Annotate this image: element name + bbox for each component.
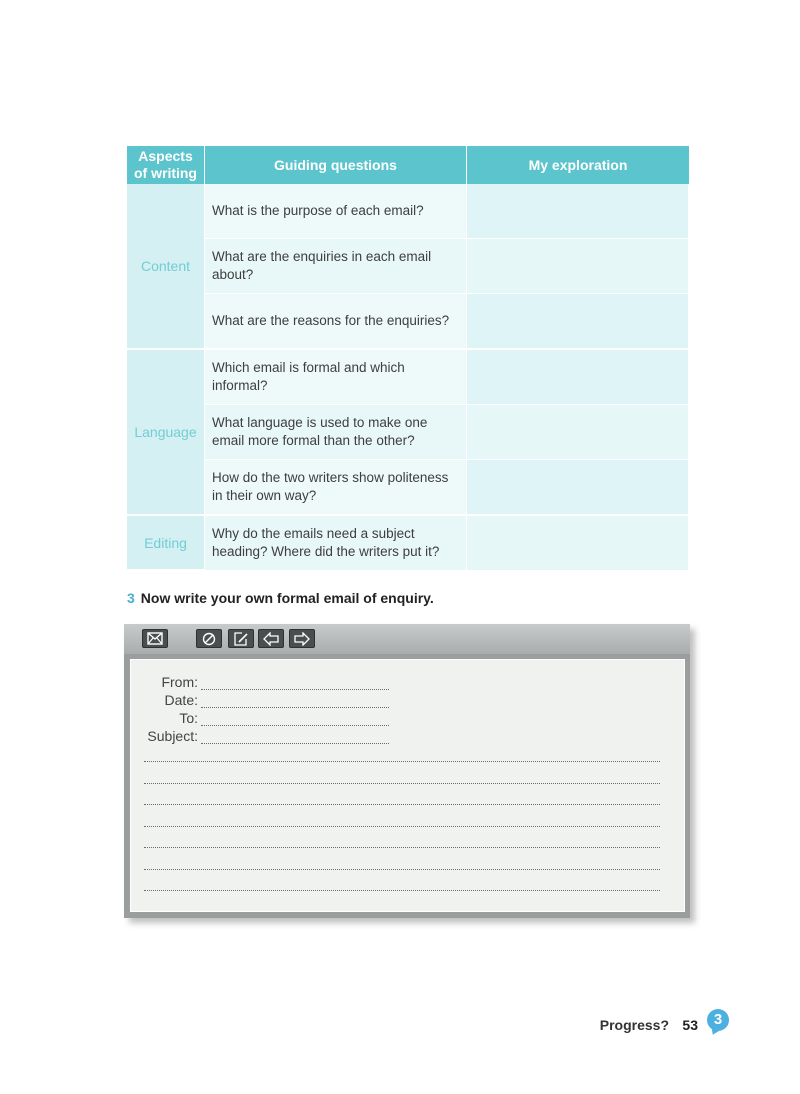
envelope-icon[interactable] — [142, 629, 168, 648]
header-my-exploration: My exploration — [467, 146, 689, 184]
exploration-cell[interactable] — [467, 516, 689, 571]
exercise-number: 3 — [127, 590, 135, 606]
to-field[interactable] — [131, 710, 401, 728]
exploration-cell[interactable] — [467, 294, 689, 350]
arrow-left-icon[interactable] — [258, 629, 284, 648]
from-label: From: — [161, 674, 198, 690]
unit-badge: 3 — [707, 1009, 729, 1031]
table-row — [127, 350, 689, 405]
cancel-icon[interactable] — [196, 629, 222, 648]
table-row — [127, 516, 689, 571]
date-line[interactable] — [201, 707, 389, 708]
table-row — [127, 405, 689, 460]
to-label: To: — [179, 710, 198, 726]
question-cell: What are the reasons for the enquiries? — [205, 294, 467, 350]
email-body — [130, 659, 685, 912]
aspect-language: Language — [127, 350, 205, 516]
to-line[interactable] — [201, 725, 389, 726]
exploration-cell[interactable] — [467, 350, 689, 405]
question-cell: What are the enquiries in each email about? — [205, 239, 467, 294]
exercise-text: Now write your own formal email of enquiry. — [140, 590, 434, 606]
aspect-content: Content — [127, 184, 205, 350]
exploration-cell[interactable] — [467, 405, 689, 460]
writing-line[interactable] — [144, 869, 660, 870]
table-header-row — [127, 146, 689, 184]
exploration-cell[interactable] — [467, 239, 689, 294]
header-aspects: Aspects of writing — [127, 146, 205, 184]
compose-icon[interactable] — [228, 629, 254, 648]
email-template — [124, 624, 690, 918]
from-field[interactable] — [131, 674, 401, 692]
subject-label: Subject: — [147, 728, 198, 744]
exploration-cell[interactable] — [467, 184, 689, 239]
table-row — [127, 184, 689, 239]
writing-line[interactable] — [144, 761, 660, 762]
writing-line[interactable] — [144, 783, 660, 784]
header-guiding-questions: Guiding questions — [205, 146, 467, 184]
page-footer — [560, 1011, 800, 1045]
writing-line[interactable] — [144, 804, 660, 805]
footer-section-label: Progress? — [599, 1017, 669, 1033]
question-cell: What language is used to make one email more formal than the other? — [205, 405, 467, 460]
question-cell: Why do the emails need a subject heading? Where did the writers put it? — [205, 516, 467, 571]
aspect-editing: Editing — [127, 516, 205, 571]
page-number: 53 — [682, 1017, 698, 1033]
date-label: Date: — [164, 692, 198, 708]
email-toolbar — [124, 624, 690, 654]
writing-line[interactable] — [144, 847, 660, 848]
table-row — [127, 294, 689, 350]
writing-line[interactable] — [144, 890, 660, 891]
date-field[interactable] — [131, 692, 401, 710]
arrow-right-icon[interactable] — [289, 629, 315, 648]
table-row — [127, 239, 689, 294]
table-row — [127, 460, 689, 516]
from-line[interactable] — [201, 689, 389, 690]
subject-field[interactable] — [131, 728, 401, 746]
exploration-cell[interactable] — [467, 460, 689, 516]
question-cell: Which email is formal and which informal? — [205, 350, 467, 405]
writing-line[interactable] — [144, 826, 660, 827]
question-cell: What is the purpose of each email? — [205, 184, 467, 239]
guiding-questions-table — [127, 146, 689, 571]
question-cell: How do the two writers show politeness in their own way? — [205, 460, 467, 516]
exercise-instruction — [127, 590, 434, 606]
subject-line[interactable] — [201, 743, 389, 744]
